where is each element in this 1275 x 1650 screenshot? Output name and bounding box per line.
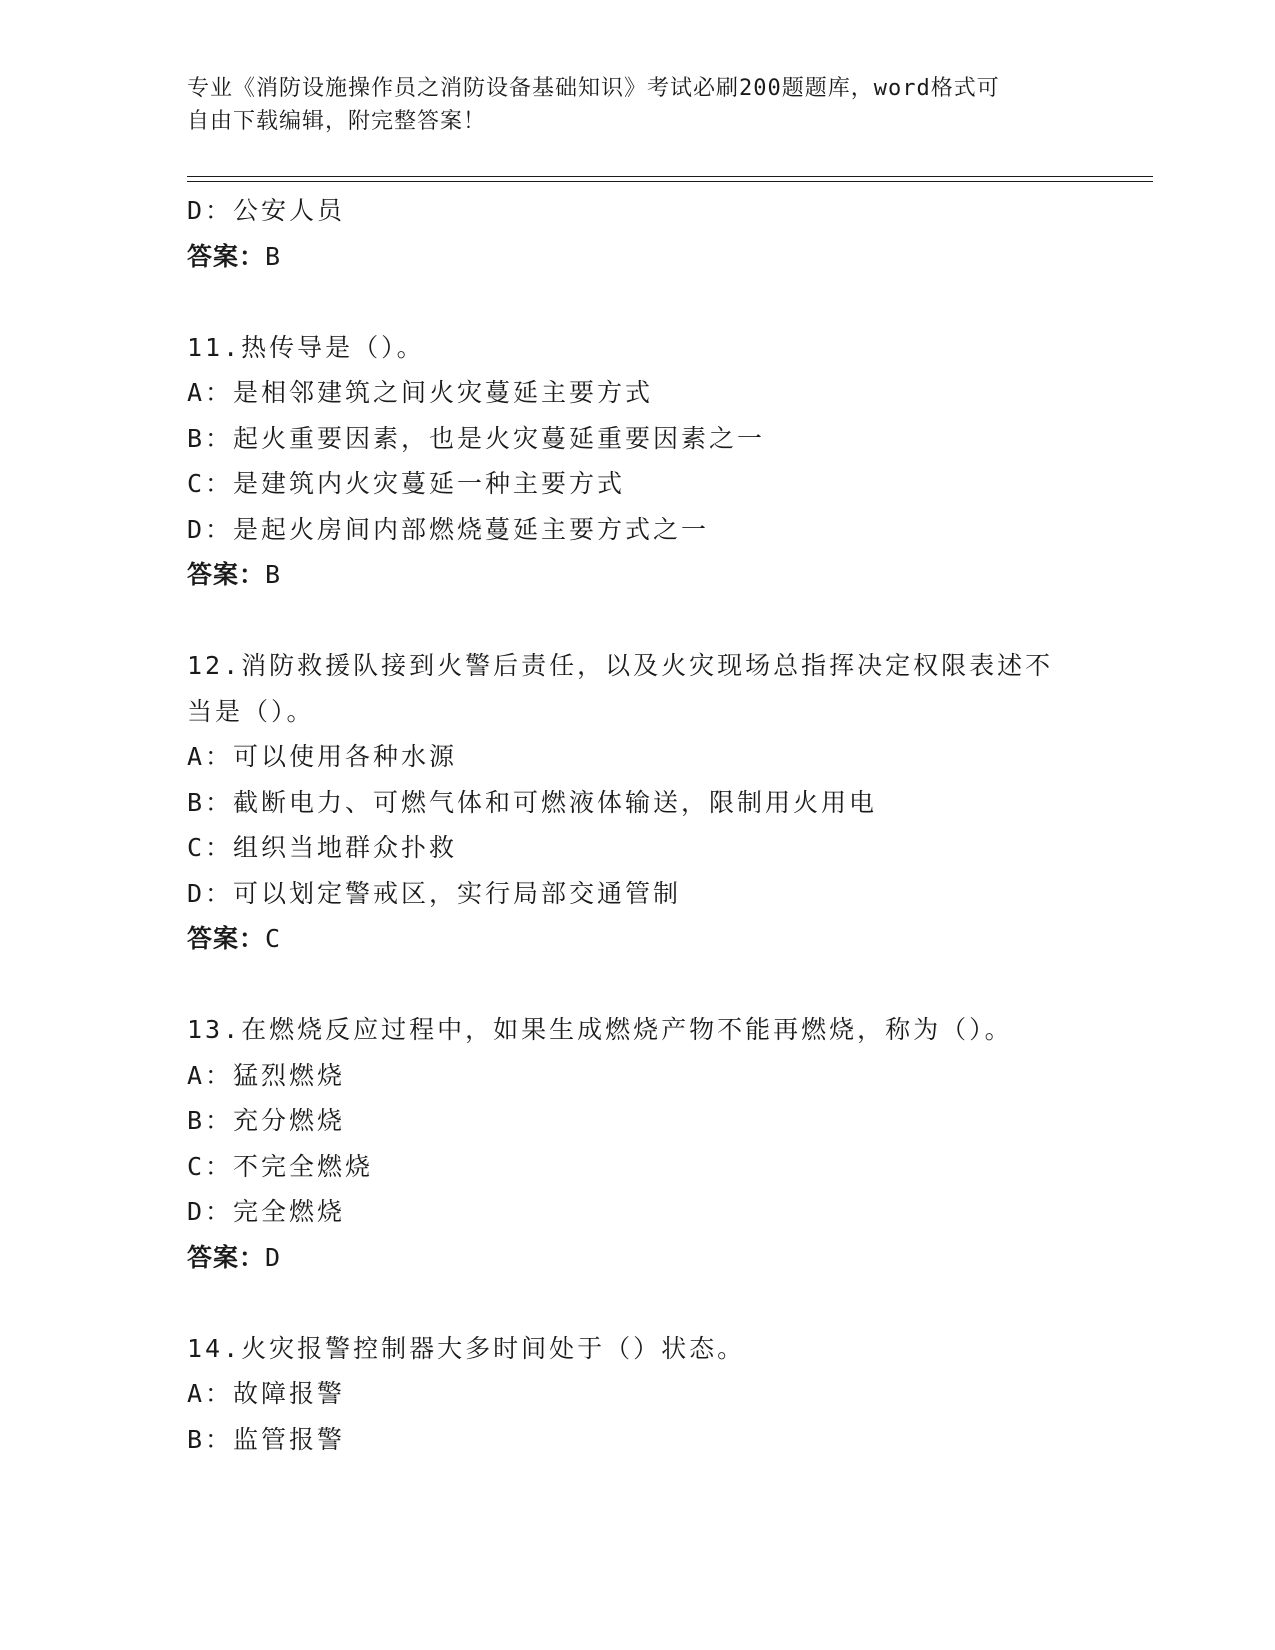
question-content xyxy=(187,188,1087,1462)
option-d: D：完全燃烧 xyxy=(187,1197,346,1226)
header-divider-top xyxy=(187,176,1153,177)
answer-line xyxy=(187,916,1087,962)
option-d: D：可以划定警戒区，实行局部交通管制 xyxy=(187,878,682,908)
answer-line xyxy=(187,1235,1087,1281)
option-d: D：是起火房间内部燃烧蔓延主要方式之一 xyxy=(187,514,710,544)
option-b: B：充分燃烧 xyxy=(187,1106,346,1135)
answer-line xyxy=(187,552,1087,598)
answer-value: B xyxy=(265,241,282,271)
question-12 xyxy=(187,643,1087,962)
header-line-2: 自由下载编辑，附完整答案！ xyxy=(187,109,487,134)
option-b: B：起火重要因素，也是火灾蔓延重要因素之一 xyxy=(187,423,766,453)
question-stem: 13.在燃烧反应过程中，如果生成燃烧产物不能再燃烧，称为（）。 xyxy=(187,1015,1013,1044)
question-stem: 12.消防救援队接到火警后责任，以及火灾现场总指挥决定权限表述不 xyxy=(187,651,1054,680)
option-b: B：截断电力、可燃气体和可燃液体输送，限制用火用电 xyxy=(187,787,878,817)
question-stem-continued: 当是（）。 xyxy=(187,696,315,726)
header-line-1: 专业《消防设施操作员之消防设备基础知识》考试必刷200题题库，word格式可 xyxy=(187,76,1000,101)
answer-value: D xyxy=(265,1242,282,1272)
option-a: A：猛烈燃烧 xyxy=(187,1060,346,1090)
answer-label: 答案： xyxy=(187,1242,266,1272)
answer-label: 答案： xyxy=(187,924,266,953)
answer-value: B xyxy=(265,560,282,589)
option-c: C：是建筑内火灾蔓延一种主要方式 xyxy=(187,469,626,498)
answer-label: 答案： xyxy=(187,241,266,271)
option-b: B：监管报警 xyxy=(187,1424,346,1454)
question-10-tail xyxy=(187,188,1087,279)
question-13 xyxy=(187,1007,1087,1280)
answer-line xyxy=(187,234,1087,280)
question-14 xyxy=(187,1326,1087,1463)
option-a: A：可以使用各种水源 xyxy=(187,742,458,771)
question-stem: 11.热传导是（）。 xyxy=(187,332,425,362)
answer-value: C xyxy=(265,924,282,953)
spacer xyxy=(187,598,1087,644)
document-header xyxy=(187,72,1087,138)
spacer xyxy=(187,962,1087,1008)
spacer xyxy=(187,1280,1087,1326)
option-c: C：组织当地群众扑救 xyxy=(187,833,458,862)
header-divider-bottom xyxy=(187,181,1153,182)
question-stem: 14.火灾报警控制器大多时间处于（）状态。 xyxy=(187,1333,746,1363)
option-a: A：故障报警 xyxy=(187,1379,346,1408)
option-a: A：是相邻建筑之间火灾蔓延主要方式 xyxy=(187,378,654,407)
answer-label: 答案： xyxy=(187,560,266,589)
spacer xyxy=(187,279,1087,325)
question-11 xyxy=(187,325,1087,598)
option-d: D：公安人员 xyxy=(187,196,346,225)
option-c: C：不完全燃烧 xyxy=(187,1151,374,1181)
